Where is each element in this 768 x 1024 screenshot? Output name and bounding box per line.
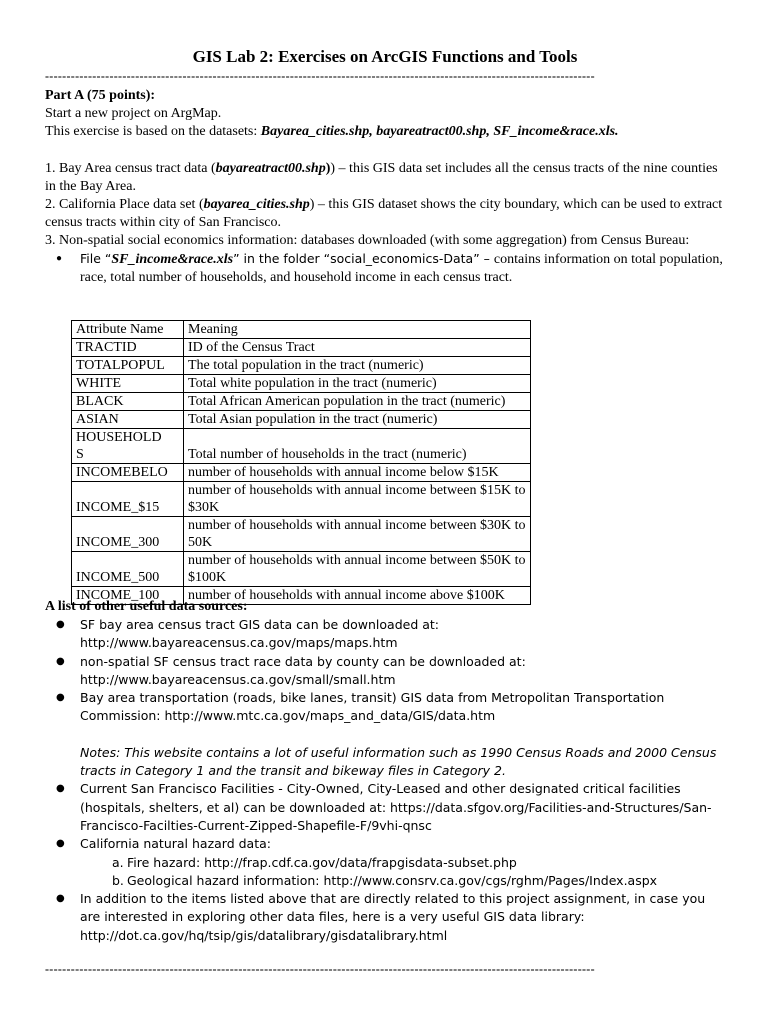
meaning-cell: number of households with annual income between $15K to $30K xyxy=(184,482,531,517)
meaning-cell: ID of the Census Tract xyxy=(184,339,531,357)
meaning-cell: Total African American population in the tract (numeric) xyxy=(184,393,531,411)
sources-list xyxy=(45,616,725,726)
attribute-name-cell: INCOME_300 xyxy=(72,517,184,552)
attribute-name-cell: ASIAN xyxy=(72,411,184,429)
table-row xyxy=(72,517,531,552)
meaning-cell: Meaning xyxy=(184,321,531,339)
file-bullet-list xyxy=(45,250,725,287)
attribute-name-cell: BLACK xyxy=(72,393,184,411)
table-row xyxy=(72,339,531,357)
attribute-name-cell: TOTALPOPUL xyxy=(72,357,184,375)
sources-section xyxy=(45,598,725,945)
table-row xyxy=(72,429,531,464)
source-item: ● California natural hazard data: a. Fire hazard: http://frap.cdf.ca.gov/data/frapgisdata-subset.php b. Geological hazard information: http://www.consrv.ca.gov/cgs/rghm/Pages/Index.aspx xyxy=(45,835,725,890)
hazard-item: b. Geological hazard information: http://www.consrv.ca.gov/cgs/rghm/Pages/Index.aspx xyxy=(112,872,658,888)
source-item: ● non-spatial SF census tract race data by county can be downloaded at: http://www.bayareacensus.ca.gov/small/small.htm xyxy=(45,653,725,690)
page-title: GIS Lab 2: Exercises on ArcGIS Functions and Tools xyxy=(192,47,578,66)
dataset-files: Bayarea_cities.shp, bayareatract00.shp, SF_income&race.xls. xyxy=(260,124,619,139)
part-a-line1: Start a new project on ArgMap. xyxy=(45,106,222,121)
sources-list-2 xyxy=(45,780,725,945)
divider-bottom: -------------------------------------------------------------------------------------------------------------------------------- xyxy=(45,962,595,976)
attribute-name-cell: WHITE xyxy=(72,375,184,393)
sources-heading: A list of other useful data sources: xyxy=(45,599,248,614)
meaning-cell: Total white population in the tract (numeric) xyxy=(184,375,531,393)
meaning-cell: Total number of households in the tract (numeric) xyxy=(184,429,531,464)
table-row xyxy=(72,411,531,429)
attribute-name-cell: INCOME_500 xyxy=(72,552,184,587)
table-row xyxy=(72,552,531,587)
table-row xyxy=(72,464,531,482)
attribute-table xyxy=(71,320,531,605)
dataset-item-2: 2. California Place data set (bayarea_cities.shp) – this GIS dataset shows the city boundary, which can be used to extract census tracts within city of San Francisco. xyxy=(45,197,723,230)
file-bullet: ● File “SF_income&race.xls” in the folder “social_economics-Data” – contains information on total population, race, total number of households, and household income in each census tract. xyxy=(45,250,725,287)
table-row xyxy=(72,482,531,517)
meaning-cell: number of households with annual income between $50K to $100K xyxy=(184,552,531,587)
source-item: ● Bay area transportation (roads, bike lanes, transit) GIS data from Metropolitan Transportation Commission: http://www.mtc.ca.gov/maps_and_data/GIS/data.htm xyxy=(45,689,725,726)
attribute-name-cell: HOUSEHOLD S xyxy=(72,429,184,464)
hazard-sublist xyxy=(45,854,725,891)
source-item: ● In addition to the items listed above that are directly related to this project assignment, in case you are interested in exploring other data files, here is a very useful GIS data library: http://dot.ca.gov/hq/tsip/gis/datalibrary/gisdatalibrary.html xyxy=(45,890,725,945)
divider-top: -------------------------------------------------------------------------------------------------------------------------------- xyxy=(45,69,595,83)
notes-text: Notes: This website contains a lot of useful information such as 1990 Census Roads and 2000 Census tracts in Category 1 and the transit and bikeway files in Category 2. xyxy=(80,744,717,779)
attribute-name-cell: Attribute Name xyxy=(72,321,184,339)
table-row xyxy=(72,393,531,411)
attribute-name-cell: INCOME_100 xyxy=(72,587,184,605)
dataset-list xyxy=(45,160,725,287)
part-a-section xyxy=(45,87,725,141)
part-a-line2: This exercise is based on the datasets: Bayarea_cities.shp, bayareatract00.shp, SF_income&race.xls. xyxy=(45,124,619,139)
meaning-cell: Total Asian population in the tract (numeric) xyxy=(184,411,531,429)
attribute-name-cell: TRACTID xyxy=(72,339,184,357)
dataset-item-1: 1. Bay Area census tract data (bayareatract00.shp)) – this GIS data set includes all the census tracts of the nine counties in the Bay Area. xyxy=(45,161,718,194)
source-item: ● SF bay area census tract GIS data can be downloaded at: http://www.bayareacensus.ca.gov/maps/maps.htm xyxy=(45,616,725,653)
attribute-name-cell: INCOME_$15 xyxy=(72,482,184,517)
table-row xyxy=(72,357,531,375)
meaning-cell: number of households with annual income above $100K xyxy=(184,587,531,605)
table-row xyxy=(72,375,531,393)
attribute-name-cell: INCOMEBELO xyxy=(72,464,184,482)
source-item: ● Current San Francisco Facilities - City-Owned, City-Leased and other designated critical facilities (hospitals, shelters, et al) can be downloaded at: https://data.sfgov.org/Facilities-and-Structures/San-Francisco-Facilties-Current-Zipped-Shapefile-F/9vhi-qnsc xyxy=(45,780,725,835)
part-a-heading: Part A (75 points): xyxy=(45,88,156,103)
meaning-cell: The total population in the tract (numeric) xyxy=(184,357,531,375)
dataset-item-3: 3. Non-spatial social economics information: databases downloaded (with some aggregation) from Census Bureau: xyxy=(45,233,690,248)
hazard-item: a. Fire hazard: http://frap.cdf.ca.gov/data/frapgisdata-subset.php xyxy=(112,854,517,870)
meaning-cell: number of households with annual income between $30K to 50K xyxy=(184,517,531,552)
table-row xyxy=(72,321,531,339)
meaning-cell: number of households with annual income below $15K xyxy=(184,464,531,482)
